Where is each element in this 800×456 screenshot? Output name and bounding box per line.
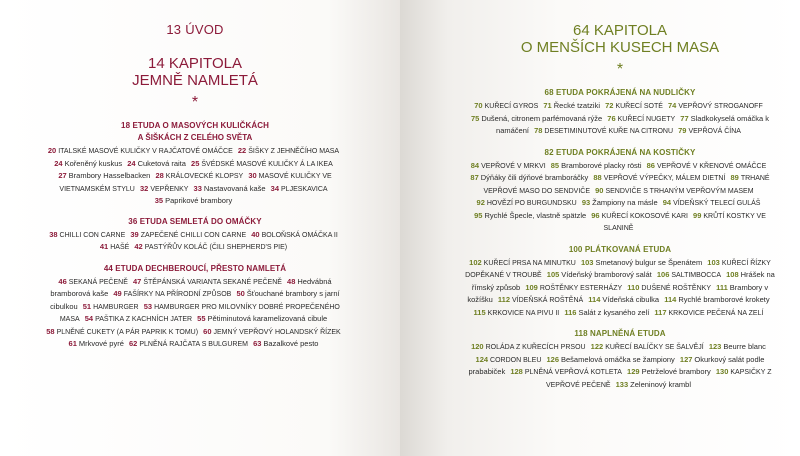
recipe-entry	[591, 342, 707, 351]
recipe-page-number: 49	[113, 289, 122, 298]
recipe-name: Vídeňská cibulka	[602, 295, 660, 304]
left-sections	[40, 121, 350, 351]
recipe-page-number: 34	[270, 183, 280, 193]
recipe-list	[40, 229, 350, 254]
recipe-name: SENDVIČE S TRHANÝM VEPŘOVÝM MASEM	[605, 187, 754, 195]
recipe-entry	[476, 355, 545, 364]
recipe-entry	[471, 161, 549, 170]
recipe-page-number: 39	[130, 229, 139, 239]
chapter-page-number: 14	[148, 55, 165, 72]
recipe-entry	[564, 308, 652, 317]
recipe-name: Rychlé Špecle, vlastně spätzle	[484, 210, 587, 220]
recipe-name: VEPŘOVÁ ČÍNA	[688, 128, 741, 135]
recipe-page-number: 117	[654, 307, 667, 317]
recipe-name: VÍDEŇSKÁ ROŠTĚNÁ	[512, 297, 584, 304]
recipe-name: PAŠTIKA Z KACHNÍCH JATER	[95, 316, 193, 323]
asterisk-ornament-icon: *	[191, 94, 199, 111]
recipe-name: KRÁLOVECKÉ KLOPSY	[165, 173, 244, 180]
recipe-entry	[607, 114, 678, 123]
recipe-entry	[140, 184, 191, 193]
recipe-page-number: 85	[550, 160, 560, 170]
right-page	[400, 0, 800, 456]
recipe-entry	[134, 242, 290, 251]
recipe-name: VÍDEŇSKÝ TELECÍ GULÁŠ	[673, 200, 761, 207]
section-subtitle: A ŠIŠKÁCH Z CELÉHO SVĚTA	[137, 133, 253, 142]
toc-section	[465, 148, 775, 235]
section-title	[40, 217, 350, 227]
recipe-page-number: 74	[667, 101, 677, 110]
recipe-name: Bešamelová omáčka se žampiony	[561, 354, 675, 364]
recipe-page-number: 32	[139, 183, 149, 193]
recipe-entry	[591, 211, 691, 220]
recipe-name: SEKANÁ PEČENĚ	[68, 278, 128, 286]
recipe-entry	[627, 283, 714, 292]
recipe-list	[465, 100, 775, 138]
recipe-name: HAMBURGER	[93, 303, 139, 311]
recipe-name: DESETIMINUTOVÉ KUŘE NA CITRONU	[544, 128, 674, 135]
recipe-page-number: 128	[510, 367, 523, 376]
recipe-name: SALTIMBOCCA	[671, 272, 722, 279]
recipe-name: Hedvábná bramborová kaše	[50, 276, 332, 298]
recipe-entry	[627, 367, 714, 376]
intro-heading	[40, 22, 350, 37]
toc-section	[465, 88, 775, 138]
chapter-label: KAPITOLA	[593, 22, 667, 39]
recipe-entry	[471, 342, 588, 351]
recipe-page-number: 95	[474, 210, 483, 220]
recipe-page-number: 41	[99, 242, 109, 251]
right-sections	[465, 88, 775, 391]
recipe-page-number: 48	[287, 276, 296, 286]
recipe-page-number: 109	[525, 282, 538, 292]
recipe-entry	[85, 314, 195, 323]
recipe-entry	[194, 184, 269, 193]
recipe-page-number: 110	[627, 282, 640, 292]
toc-section	[40, 121, 350, 207]
recipe-entry	[664, 295, 772, 304]
recipe-name: PLNĚNÁ RAJČATA S BULGUREM	[139, 341, 248, 348]
section-title	[465, 245, 775, 255]
recipe-page-number: 54	[84, 314, 94, 323]
section-title	[40, 264, 350, 274]
recipe-name: Vídeňský bramborový salát	[561, 270, 652, 279]
recipe-entry	[271, 184, 331, 193]
recipe-list	[40, 276, 350, 351]
recipe-entry	[49, 230, 128, 239]
recipe-name: DUŠENÉ ROŠTĚNKY	[641, 284, 711, 292]
recipe-page-number: 99	[693, 210, 702, 220]
section-title	[465, 329, 775, 339]
recipe-entry	[654, 308, 766, 317]
recipe-name: JEMNÝ VEPŘOVÝ HOLANDSKÝ ŘÍZEK	[213, 328, 341, 336]
recipe-page-number: 124	[475, 354, 489, 364]
recipe-page-number: 28	[155, 171, 164, 180]
recipe-name: Hrášek na římský způsob	[471, 270, 775, 292]
section-page-number: 82	[544, 147, 554, 157]
section-title	[40, 121, 350, 131]
asterisk-ornament-icon: *	[616, 61, 624, 78]
recipe-page-number: 84	[470, 160, 480, 170]
section-page-number: 36	[128, 216, 138, 226]
recipe-entry	[582, 198, 661, 207]
recipe-page-number: 38	[49, 229, 58, 239]
toc-section	[40, 264, 350, 351]
recipe-name: Dušená, citronem parfémovaná rýže	[481, 113, 603, 123]
recipe-page-number: 89	[730, 173, 739, 182]
recipe-entry	[83, 302, 142, 311]
recipe-name: ROLÁDA Z KUŘECÍCH PRSOU	[485, 344, 586, 351]
recipe-page-number: 122	[590, 342, 604, 351]
recipe-name: KUŘECÍ KOKOSOVÉ KARI	[601, 212, 688, 220]
recipe-page-number: 77	[680, 113, 689, 123]
recipe-name: VEPŘENKY	[150, 185, 189, 193]
recipe-entry	[593, 173, 728, 182]
recipe-entry	[595, 186, 756, 195]
recipe-entry	[498, 295, 586, 304]
recipe-page-number: 40	[251, 229, 260, 239]
recipe-page-number: 51	[82, 301, 92, 311]
recipe-name: Pětiminutová karamelizovaná cibule	[207, 314, 328, 323]
chapter-name: JEMNĚ NAMLETÁ	[132, 72, 258, 89]
recipe-page-number: 63	[253, 339, 262, 348]
recipe-name: Žampiony na másle	[592, 198, 658, 207]
recipe-name: PASTÝŘŮV KOLÁČ (ČILI SHEPHERD'S PIE)	[144, 244, 288, 251]
recipe-entry	[616, 380, 694, 389]
recipe-page-number: 108	[726, 270, 739, 279]
recipe-page-number: 133	[615, 379, 629, 389]
section-name: ETUDA POKRÁJENÁ NA NUDLIČKY	[555, 88, 696, 97]
recipe-page-number: 27	[58, 171, 67, 180]
recipe-page-number: 46	[58, 276, 67, 286]
recipe-entry	[129, 339, 251, 348]
recipe-page-number: 112	[497, 295, 511, 304]
recipe-name: Bramborové placky rösti	[561, 160, 642, 170]
recipe-name: KUŘECÍ PRSA NA MINUTKU	[483, 259, 576, 267]
toc-section	[465, 245, 775, 320]
recipe-name: Brambory v kožíšku	[467, 282, 769, 304]
recipe-page-number: 115	[473, 307, 486, 317]
recipe-page-number: 70	[474, 101, 483, 110]
recipe-name: VEPŘOVÉ V KŘENOVÉ OMÁČCE	[656, 162, 767, 170]
intro-page-number: 13	[166, 22, 182, 37]
recipe-entry	[525, 283, 625, 292]
recipe-name: KUŘECÍ GYROS	[484, 103, 539, 110]
toc-section	[40, 217, 350, 254]
recipe-name: KRŮTÍ KOSTKY VE SLANINĚ	[603, 212, 766, 232]
recipe-entry	[547, 270, 655, 279]
recipe-name: Paprikové brambory	[165, 196, 233, 205]
recipe-name: Kořeněný kuskus	[64, 158, 123, 168]
recipe-entry	[471, 114, 605, 123]
toc-section	[465, 329, 775, 391]
section-name: ETUDA O MASOVÝCH KULIČKÁCH	[132, 121, 269, 130]
recipe-entry	[470, 173, 591, 182]
section-name: PLÁTKOVANÁ ETUDA	[584, 244, 672, 254]
recipe-entry	[678, 126, 744, 135]
section-page-number: 118	[574, 329, 588, 338]
recipe-page-number: 61	[68, 339, 77, 348]
recipe-page-number: 93	[581, 198, 591, 207]
recipe-page-number: 50	[236, 289, 245, 298]
recipe-entry	[253, 339, 321, 348]
recipe-name: PLNĚNÉ CUKETY (A PÁR PAPRIK K TOMU)	[56, 328, 199, 336]
recipe-page-number: 78	[534, 126, 543, 135]
recipe-name: KRKOVICE PEČENÁ NA ZELÍ	[668, 309, 764, 317]
recipe-entry	[130, 230, 249, 239]
recipe-name: VEPŘOVÉ VÝPEČKY, MÁLEM DIETNÍ	[603, 175, 726, 182]
recipe-name: KUŘECÍ NUGETY	[617, 115, 676, 123]
recipe-name: KUŘECÍ ŘÍZKY DOPĚKANÉ V TROUBĚ	[465, 259, 771, 279]
recipe-name: CORDON BLEU	[490, 356, 542, 364]
recipe-entry	[647, 161, 770, 170]
recipe-entry	[546, 355, 677, 364]
recipe-page-number: 35	[154, 196, 164, 205]
recipe-page-number: 126	[546, 354, 559, 364]
recipe-entry	[46, 327, 201, 336]
recipe-entry	[113, 289, 234, 298]
recipe-name: Nastavovaná kaše	[203, 183, 266, 193]
recipe-page-number: 33	[193, 183, 202, 193]
recipe-page-number: 120	[471, 342, 484, 351]
recipe-name: KAPSIČKY Z VEPŘOVÉ PEČENĚ	[545, 369, 772, 389]
recipe-entry	[203, 327, 344, 336]
recipe-page-number: 129	[627, 367, 640, 376]
recipe-entry	[58, 277, 130, 286]
recipe-name: PLNĚNÁ VEPŘOVÁ KOTLETA	[524, 369, 622, 376]
section-title	[465, 148, 775, 158]
recipe-name: Okurkový salát podle prababiček	[468, 354, 765, 376]
chapter-label: KAPITOLA	[168, 55, 242, 72]
section-name: ETUDA SEMLETÁ DO OMÁČKY	[139, 216, 262, 226]
recipe-page-number: 72	[605, 101, 614, 110]
recipe-page-number: 88	[593, 173, 602, 182]
recipe-page-number: 116	[564, 307, 577, 317]
recipe-entry	[657, 270, 724, 279]
recipe-page-number: 105	[546, 270, 560, 279]
recipe-name: Brambory Hasselbacken	[68, 171, 151, 180]
recipe-entry	[238, 146, 342, 155]
recipe-page-number: 62	[128, 339, 138, 348]
recipe-entry	[605, 101, 666, 110]
recipe-name: ŠIŠKY Z JEHNĚČÍHO MASA	[248, 148, 340, 155]
recipe-name: Sladkokyselá omáčka k namáčení	[496, 113, 770, 135]
recipe-page-number: 114	[588, 295, 601, 304]
recipe-entry	[709, 342, 769, 351]
recipe-list	[465, 341, 775, 391]
recipe-list	[40, 145, 350, 207]
recipe-name: ROŠTĚNKY ESTERHÁZY	[539, 284, 623, 292]
recipe-page-number: 130	[715, 367, 729, 376]
recipe-page-number: 55	[197, 314, 206, 323]
recipe-name: PLJESKAVICA	[281, 185, 328, 193]
recipe-name: Mrkvové pyré	[78, 339, 124, 348]
recipe-name: CHILLI CON CARNE	[59, 231, 126, 239]
recipe-page-number: 127	[679, 354, 693, 364]
chapter-name: O MENŠÍCH KUSECH MASA	[520, 39, 720, 56]
recipe-entry	[191, 159, 336, 168]
recipe-page-number: 123	[708, 342, 722, 351]
recipe-entry	[100, 242, 132, 251]
recipe-page-number: 90	[595, 185, 604, 195]
recipe-list	[465, 257, 775, 320]
recipe-page-number: 87	[470, 173, 479, 182]
recipe-name: Salát z kysaného zelí	[578, 307, 650, 317]
recipe-name: HOVĚZÍ PO BURGUNDSKU	[486, 200, 577, 207]
recipe-entry	[534, 126, 676, 135]
recipe-page-number: 86	[646, 160, 655, 170]
recipe-name: VEPŘOVÉ V MRKVI	[481, 162, 546, 170]
recipe-name: Zeleninový krambl	[630, 379, 692, 389]
recipe-name: FAŠÍRKY NA PŘÍRODNÍ ZPŮSOB	[123, 291, 232, 298]
recipe-page-number: 24	[54, 158, 63, 168]
intro-title: ÚVOD	[185, 22, 224, 37]
recipe-name: ZAPEČENÉ CHILLI CON CARNE	[140, 231, 247, 239]
recipe-entry	[543, 101, 603, 110]
recipe-page-number: 75	[470, 113, 480, 123]
recipe-name: Petrželové brambory	[641, 367, 711, 376]
recipe-entry	[127, 159, 189, 168]
recipe-name: Rychlé bramborové krokety	[678, 295, 770, 304]
recipe-entry	[668, 101, 766, 110]
recipe-entry	[510, 367, 625, 376]
recipe-entry	[48, 146, 236, 155]
recipe-name: VEPŘOVÝ STROGANOFF	[678, 103, 763, 110]
recipe-page-number: 103	[707, 257, 720, 267]
recipe-page-number: 42	[134, 242, 143, 251]
recipe-page-number: 96	[591, 210, 600, 220]
recipe-entry	[133, 277, 285, 286]
recipe-name: HAŠÉ	[110, 244, 130, 251]
recipe-name: Šťouchané brambory s jarní cibulkou	[50, 289, 340, 311]
recipe-page-number: 58	[46, 326, 55, 336]
recipe-page-number: 102	[469, 257, 482, 267]
recipe-name: Smetanový bulgur se Špenátem	[595, 257, 703, 267]
recipe-name: Cuketová raita	[137, 158, 186, 168]
recipe-name: Beurre blanc	[723, 342, 766, 351]
recipe-page-number: 114	[664, 295, 677, 304]
recipe-entry	[474, 101, 541, 110]
recipe-entry	[251, 230, 341, 239]
section-page-number: 100	[568, 244, 583, 254]
recipe-entry	[469, 258, 579, 267]
recipe-name: ŠVÉDSKÉ MASOVÉ KULIČKY Á LA IKEA	[201, 160, 333, 168]
chapter-title	[40, 55, 350, 89]
recipe-page-number: 60	[203, 326, 212, 336]
recipe-page-number: 20	[47, 146, 57, 155]
section-name: NAPLNĚNÁ ETUDA	[589, 329, 666, 338]
recipe-name: KUŘECÍ SOTÉ	[615, 103, 663, 110]
recipe-page-number: 47	[132, 276, 142, 286]
recipe-name: ŠTĚPÁNSKÁ VARIANTA SEKANÉ PEČENĚ	[143, 278, 282, 286]
section-page-number: 18	[121, 121, 131, 130]
chapter-title	[465, 22, 775, 56]
recipe-entry	[197, 314, 330, 323]
recipe-page-number: 103	[580, 257, 594, 267]
section-page-number: 44	[103, 263, 113, 273]
recipe-page-number: 76	[607, 113, 616, 123]
recipe-entry	[474, 308, 563, 317]
recipe-entry	[155, 171, 246, 180]
recipe-entry	[155, 196, 235, 205]
recipe-page-number: 53	[143, 301, 153, 311]
recipe-page-number: 24	[127, 158, 136, 168]
recipe-page-number: 111	[716, 282, 728, 292]
recipe-page-number: 94	[662, 198, 672, 207]
recipe-entry	[588, 295, 662, 304]
chapter-page-number: 64	[573, 22, 590, 39]
recipe-name: KRKOVICE NA PIVU II	[487, 309, 560, 317]
recipe-entry	[58, 171, 153, 180]
recipe-page-number: 92	[476, 198, 485, 207]
recipe-name: KUŘECÍ BALÍČKY SE ŠALVĚJÍ	[605, 344, 704, 351]
recipe-page-number: 30	[248, 171, 257, 180]
section-name: ETUDA DECHBEROUCÍ, PŘESTO NAMLETÁ	[115, 263, 287, 273]
section-title	[465, 88, 775, 98]
recipe-name: Řecké tzatziki	[553, 101, 600, 110]
recipe-name: MASOVÉ KULIČKY VE VIETNAMSKÉM STYLU	[59, 173, 332, 193]
recipe-list	[465, 160, 775, 235]
recipe-entry	[663, 198, 764, 207]
section-page-number: 68	[544, 88, 554, 97]
recipe-name: BOLOŇSKÁ OMÁČKA II	[261, 231, 338, 239]
recipe-name: Bazalkové pesto	[263, 339, 319, 348]
recipe-page-number: 71	[543, 101, 552, 110]
recipe-entry	[477, 198, 580, 207]
recipe-entry	[69, 339, 127, 348]
recipe-entry	[551, 161, 645, 170]
recipe-page-number: 25	[191, 158, 200, 168]
recipe-entry	[474, 211, 589, 220]
recipe-entry	[581, 258, 705, 267]
recipe-entry	[54, 159, 125, 168]
recipe-page-number: 22	[237, 146, 247, 155]
right-column	[465, 0, 775, 391]
recipe-page-number: 106	[656, 270, 670, 279]
recipe-page-number: 79	[678, 126, 687, 135]
recipe-name: ITALSKÉ MASOVÉ KULIČKY V RAJČATOVÉ OMÁČCE	[58, 148, 233, 155]
recipe-name: HAMBURGER PRO MILOVNÍKY DOBRÉ PROPEČENÉHO MASA	[59, 303, 340, 323]
recipe-name: Dýňáky čili dýňové bramboráčky	[480, 173, 589, 182]
recipe-name: TRHANÉ VEPŘOVÉ MASO DO SENDVIČE	[483, 175, 770, 195]
left-column	[40, 0, 350, 351]
section-name: ETUDA POKRÁJENÁ NA KOSTIČKY	[555, 147, 696, 157]
